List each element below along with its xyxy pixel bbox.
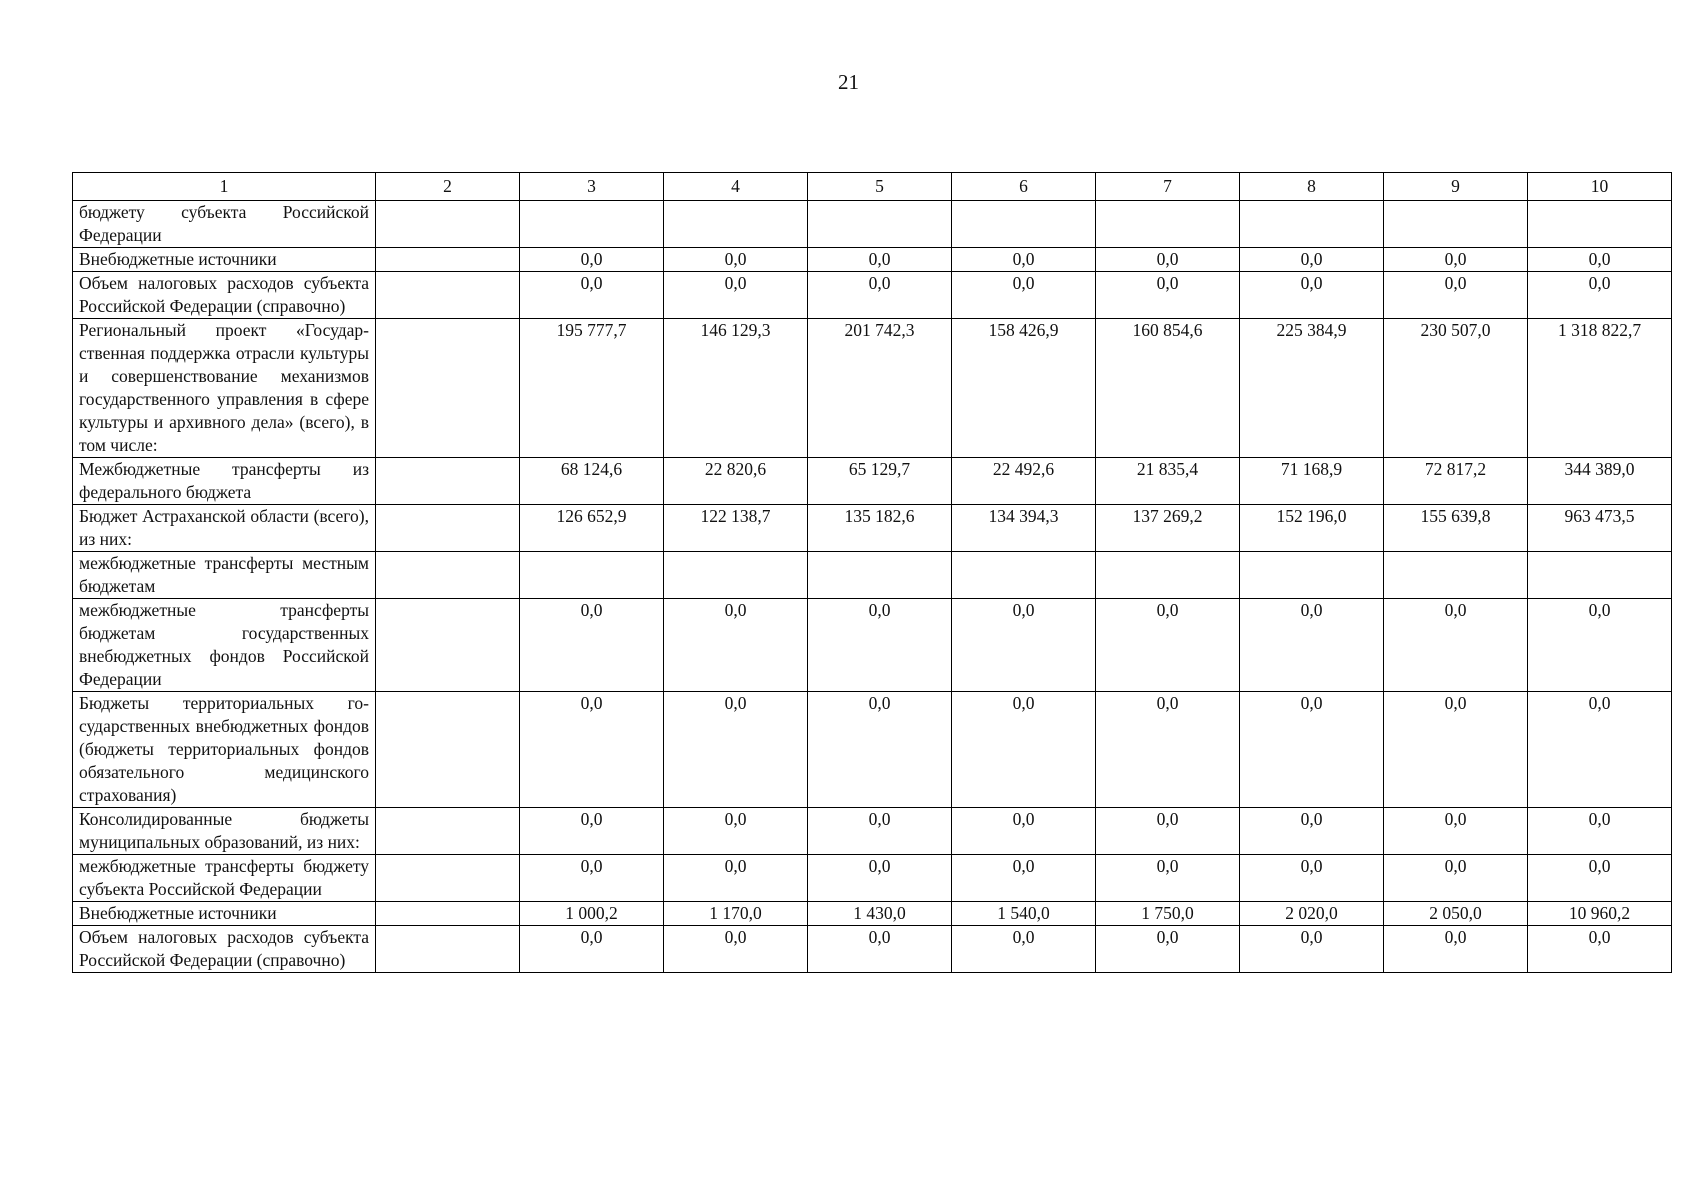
header-cell: 9 — [1384, 173, 1528, 201]
value-cell: 0,0 — [1384, 926, 1528, 973]
value-cell: 201 742,3 — [808, 319, 952, 458]
value-cell: 0,0 — [664, 926, 808, 973]
cell-col2 — [376, 319, 520, 458]
table-row — [73, 201, 1672, 248]
value-cell: 0,0 — [1528, 272, 1672, 319]
row-label: бюджету субъекта Российской Федерации — [73, 201, 376, 248]
value-cell: 0,0 — [952, 855, 1096, 902]
value-cell — [1240, 552, 1384, 599]
value-cell: 0,0 — [520, 272, 664, 319]
value-cell — [1096, 201, 1240, 248]
value-cell: 0,0 — [952, 248, 1096, 272]
value-cell — [952, 201, 1096, 248]
value-cell: 146 129,3 — [664, 319, 808, 458]
value-cell: 71 168,9 — [1240, 458, 1384, 505]
value-cell: 0,0 — [1384, 248, 1528, 272]
value-cell: 10 960,2 — [1528, 902, 1672, 926]
value-cell: 0,0 — [664, 692, 808, 808]
value-cell: 0,0 — [1384, 855, 1528, 902]
value-cell: 0,0 — [1096, 692, 1240, 808]
value-cell: 22 820,6 — [664, 458, 808, 505]
cell-col2 — [376, 272, 520, 319]
value-cell: 0,0 — [520, 926, 664, 973]
row-label: Внебюджетные источники — [73, 902, 376, 926]
table-row — [73, 458, 1672, 505]
row-label: межбюджетные трансферты бюджетам государственных внебюджетных фондов Российской Федерации — [73, 599, 376, 692]
header-cell: 8 — [1240, 173, 1384, 201]
header-cell: 7 — [1096, 173, 1240, 201]
value-cell: 0,0 — [520, 692, 664, 808]
value-cell: 225 384,9 — [1240, 319, 1384, 458]
value-cell: 0,0 — [1096, 855, 1240, 902]
cell-col2 — [376, 248, 520, 272]
value-cell — [1096, 552, 1240, 599]
value-cell: 152 196,0 — [1240, 505, 1384, 552]
value-cell: 21 835,4 — [1096, 458, 1240, 505]
header-cell: 3 — [520, 173, 664, 201]
table-row — [73, 272, 1672, 319]
value-cell: 1 318 822,7 — [1528, 319, 1672, 458]
value-cell: 0,0 — [808, 248, 952, 272]
value-cell: 0,0 — [808, 272, 952, 319]
value-cell: 1 170,0 — [664, 902, 808, 926]
value-cell: 0,0 — [664, 808, 808, 855]
value-cell: 0,0 — [952, 599, 1096, 692]
cell-col2 — [376, 505, 520, 552]
value-cell — [520, 201, 664, 248]
value-cell — [808, 552, 952, 599]
value-cell — [664, 552, 808, 599]
value-cell: 0,0 — [664, 599, 808, 692]
cell-col2 — [376, 552, 520, 599]
value-cell: 1 000,2 — [520, 902, 664, 926]
header-cell: 4 — [664, 173, 808, 201]
header-cell: 10 — [1528, 173, 1672, 201]
row-label: межбюджетные трансферты бюджету субъекта Российской Федерации — [73, 855, 376, 902]
value-cell: 0,0 — [1096, 599, 1240, 692]
table-row — [73, 319, 1672, 458]
table-row — [73, 505, 1672, 552]
value-cell: 230 507,0 — [1384, 319, 1528, 458]
value-cell: 0,0 — [1384, 808, 1528, 855]
value-cell: 135 182,6 — [808, 505, 952, 552]
row-label: Внебюджетные источники — [73, 248, 376, 272]
value-cell: 2 050,0 — [1384, 902, 1528, 926]
value-cell: 1 750,0 — [1096, 902, 1240, 926]
value-cell: 0,0 — [808, 599, 952, 692]
value-cell: 72 817,2 — [1384, 458, 1528, 505]
value-cell — [1528, 552, 1672, 599]
value-cell: 0,0 — [1240, 248, 1384, 272]
value-cell: 0,0 — [520, 808, 664, 855]
table-row — [73, 552, 1672, 599]
value-cell: 0,0 — [1528, 926, 1672, 973]
value-cell: 0,0 — [1096, 272, 1240, 319]
value-cell — [808, 201, 952, 248]
value-cell: 0,0 — [808, 692, 952, 808]
row-label: Межбюджетные трансферты из федерального бюджета — [73, 458, 376, 505]
row-label: межбюджетные трансферты местным бюджетам — [73, 552, 376, 599]
table-row — [73, 902, 1672, 926]
value-cell — [664, 201, 808, 248]
value-cell: 0,0 — [1528, 692, 1672, 808]
table-row — [73, 808, 1672, 855]
value-cell: 0,0 — [808, 926, 952, 973]
value-cell — [520, 552, 664, 599]
value-cell: 0,0 — [1384, 599, 1528, 692]
budget-table — [72, 172, 1672, 973]
value-cell: 1 540,0 — [952, 902, 1096, 926]
value-cell: 0,0 — [808, 808, 952, 855]
cell-col2 — [376, 855, 520, 902]
value-cell — [1384, 201, 1528, 248]
value-cell: 0,0 — [952, 692, 1096, 808]
value-cell: 195 777,7 — [520, 319, 664, 458]
value-cell: 0,0 — [952, 272, 1096, 319]
value-cell: 0,0 — [1240, 926, 1384, 973]
value-cell: 0,0 — [520, 855, 664, 902]
table-row — [73, 692, 1672, 808]
value-cell — [1384, 552, 1528, 599]
table-row — [73, 855, 1672, 902]
value-cell: 0,0 — [664, 248, 808, 272]
value-cell: 0,0 — [1240, 692, 1384, 808]
value-cell: 0,0 — [1240, 599, 1384, 692]
value-cell: 158 426,9 — [952, 319, 1096, 458]
value-cell: 0,0 — [1528, 599, 1672, 692]
value-cell: 0,0 — [664, 272, 808, 319]
header-cell: 2 — [376, 173, 520, 201]
value-cell: 160 854,6 — [1096, 319, 1240, 458]
cell-col2 — [376, 201, 520, 248]
value-cell: 0,0 — [1528, 248, 1672, 272]
value-cell: 0,0 — [1240, 808, 1384, 855]
row-label: Региональный проект «Государственная поддержка отрасли культуры и совершенствование механизмов государственного управления в сфере культуры и архивного дела» (всего), в том числе: — [73, 319, 376, 458]
value-cell: 0,0 — [1096, 926, 1240, 973]
value-cell — [1528, 201, 1672, 248]
cell-col2 — [376, 808, 520, 855]
table-row — [73, 926, 1672, 973]
value-cell: 22 492,6 — [952, 458, 1096, 505]
value-cell — [1240, 201, 1384, 248]
value-cell — [952, 552, 1096, 599]
value-cell: 0,0 — [1240, 272, 1384, 319]
table-header-row — [73, 173, 1672, 201]
value-cell: 0,0 — [1096, 808, 1240, 855]
value-cell: 134 394,3 — [952, 505, 1096, 552]
header-cell: 5 — [808, 173, 952, 201]
header-cell: 6 — [952, 173, 1096, 201]
value-cell: 0,0 — [520, 248, 664, 272]
value-cell: 0,0 — [520, 599, 664, 692]
header-cell: 1 — [73, 173, 376, 201]
cell-col2 — [376, 599, 520, 692]
value-cell: 68 124,6 — [520, 458, 664, 505]
value-cell: 122 138,7 — [664, 505, 808, 552]
row-label: Бюджет Астраханской области (всего), из них: — [73, 505, 376, 552]
value-cell: 963 473,5 — [1528, 505, 1672, 552]
row-label: Объем налоговых расходов субъекта Российской Федерации (справочно) — [73, 272, 376, 319]
value-cell: 65 129,7 — [808, 458, 952, 505]
value-cell: 0,0 — [808, 855, 952, 902]
value-cell: 0,0 — [1096, 248, 1240, 272]
value-cell: 0,0 — [1528, 855, 1672, 902]
value-cell: 137 269,2 — [1096, 505, 1240, 552]
value-cell: 126 652,9 — [520, 505, 664, 552]
table-row — [73, 248, 1672, 272]
value-cell: 344 389,0 — [1528, 458, 1672, 505]
value-cell: 0,0 — [1240, 855, 1384, 902]
cell-col2 — [376, 692, 520, 808]
value-cell: 0,0 — [664, 855, 808, 902]
value-cell: 0,0 — [1384, 272, 1528, 319]
value-cell: 2 020,0 — [1240, 902, 1384, 926]
value-cell: 0,0 — [952, 808, 1096, 855]
cell-col2 — [376, 902, 520, 926]
value-cell: 0,0 — [1528, 808, 1672, 855]
value-cell: 1 430,0 — [808, 902, 952, 926]
row-label: Бюджеты территориальных государственных внебюджетных фондов (бюджеты территориальных фондов обязательного медицинского страхования) — [73, 692, 376, 808]
page-number: 21 — [838, 70, 859, 94]
value-cell: 155 639,8 — [1384, 505, 1528, 552]
row-label: Объем налоговых расходов субъекта Российской Федерации (справочно) — [73, 926, 376, 973]
row-label: Консолидированные бюджеты муниципальных образований, из них: — [73, 808, 376, 855]
table-row — [73, 599, 1672, 692]
cell-col2 — [376, 926, 520, 973]
value-cell: 0,0 — [1384, 692, 1528, 808]
value-cell: 0,0 — [952, 926, 1096, 973]
cell-col2 — [376, 458, 520, 505]
